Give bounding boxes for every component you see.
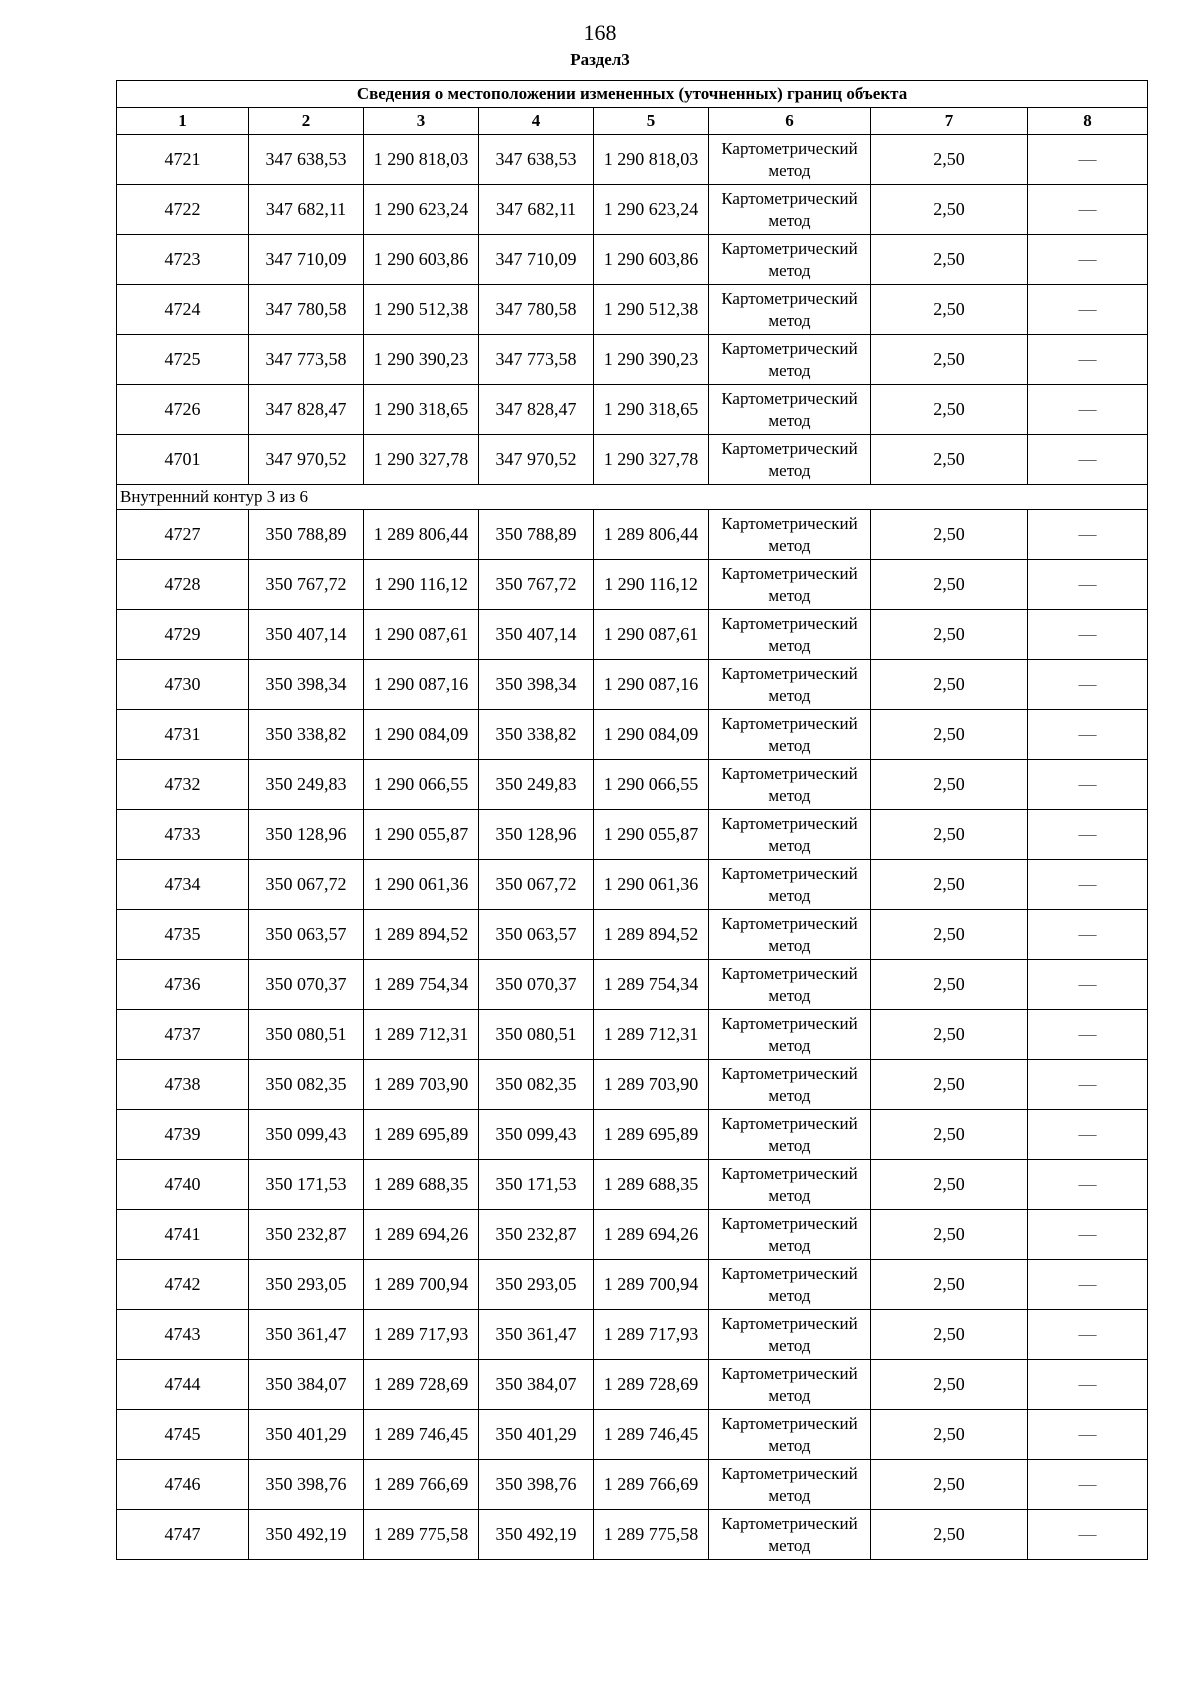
table-cell: 350 492,19 (479, 1510, 594, 1560)
table-cell: 1 290 327,78 (594, 435, 709, 485)
table-cell: 1 289 754,34 (594, 960, 709, 1010)
table-cell: — (1028, 610, 1148, 660)
table-cell: 350 384,07 (249, 1360, 364, 1410)
table-cell: Картометрический метод (709, 560, 871, 610)
table-cell: 4701 (117, 435, 249, 485)
table-cell: — (1028, 510, 1148, 560)
table-row (117, 1010, 1148, 1060)
column-number: 5 (594, 108, 709, 135)
table-cell: 4746 (117, 1460, 249, 1510)
table-title: Сведения о местоположении измененных (уточненных) границ объекта (117, 81, 1148, 108)
table-cell: Картометрический метод (709, 510, 871, 560)
table-cell: 350 080,51 (479, 1010, 594, 1060)
table-cell: 1 289 806,44 (594, 510, 709, 560)
table-cell: 350 171,53 (479, 1160, 594, 1210)
table-cell: 1 289 695,89 (594, 1110, 709, 1160)
table-cell: 350 128,96 (249, 810, 364, 860)
table-row (117, 135, 1148, 185)
table-row (117, 385, 1148, 435)
table-row (117, 235, 1148, 285)
table-cell: 2,50 (871, 1260, 1028, 1310)
table-cell: Картометрический метод (709, 335, 871, 385)
table-cell: 1 290 623,24 (364, 185, 479, 235)
table-cell: 4730 (117, 660, 249, 710)
table-cell: 2,50 (871, 510, 1028, 560)
table-cell: 1 289 717,93 (364, 1310, 479, 1360)
table-cell: 1 290 087,16 (594, 660, 709, 710)
table-cell: — (1028, 1010, 1148, 1060)
table-cell: 2,50 (871, 760, 1028, 810)
table-cell: — (1028, 910, 1148, 960)
table-cell: 2,50 (871, 810, 1028, 860)
table-cell: 2,50 (871, 1060, 1028, 1110)
table-cell: 1 290 116,12 (364, 560, 479, 610)
table-row (117, 1460, 1148, 1510)
table-cell: 2,50 (871, 1110, 1028, 1160)
table-row (117, 510, 1148, 560)
table-cell: — (1028, 1410, 1148, 1460)
table-cell: — (1028, 810, 1148, 860)
table-cell: 4736 (117, 960, 249, 1010)
table-cell: 1 289 700,94 (594, 1260, 709, 1310)
table-cell: 350 070,37 (249, 960, 364, 1010)
table-cell: 2,50 (871, 1360, 1028, 1410)
table-cell: 1 289 688,35 (594, 1160, 709, 1210)
table-cell: 350 338,82 (479, 710, 594, 760)
table-cell: 350 249,83 (249, 760, 364, 810)
table-cell: 350 067,72 (249, 860, 364, 910)
table-cell: 1 289 694,26 (594, 1210, 709, 1260)
table-cell: — (1028, 760, 1148, 810)
table-cell: 4742 (117, 1260, 249, 1310)
table-cell: 350 099,43 (479, 1110, 594, 1160)
table-cell: 1 289 703,90 (364, 1060, 479, 1110)
table-cell: — (1028, 960, 1148, 1010)
table-cell: — (1028, 1060, 1148, 1110)
table-cell: 1 290 390,23 (364, 335, 479, 385)
table-cell: 1 289 688,35 (364, 1160, 479, 1210)
table-row (117, 1160, 1148, 1210)
table-cell: 350 407,14 (479, 610, 594, 660)
table-cell: 1 289 712,31 (594, 1010, 709, 1060)
table-cell: 1 290 512,38 (364, 285, 479, 335)
table-cell: 350 398,76 (479, 1460, 594, 1510)
column-number: 8 (1028, 108, 1148, 135)
table-cell: 347 638,53 (479, 135, 594, 185)
table-cell: 4724 (117, 285, 249, 335)
table-cell: 4739 (117, 1110, 249, 1160)
table-cell: Картометрический метод (709, 610, 871, 660)
table-cell: Картометрический метод (709, 235, 871, 285)
table-cell: 347 773,58 (249, 335, 364, 385)
table-cell: — (1028, 335, 1148, 385)
table-cell: 350 293,05 (249, 1260, 364, 1310)
table-cell: 1 289 694,26 (364, 1210, 479, 1260)
table-cell: 347 970,52 (479, 435, 594, 485)
table-cell: 1 290 512,38 (594, 285, 709, 335)
table-cell: 2,50 (871, 560, 1028, 610)
table-cell: 347 710,09 (479, 235, 594, 285)
table-row (117, 760, 1148, 810)
table-cell: Картометрический метод (709, 185, 871, 235)
table-cell: 1 290 318,65 (594, 385, 709, 435)
table-cell: — (1028, 860, 1148, 910)
table-row (117, 1110, 1148, 1160)
table-cell: 1 290 327,78 (364, 435, 479, 485)
table-row (117, 910, 1148, 960)
table-cell: 347 780,58 (249, 285, 364, 335)
table-row (117, 1510, 1148, 1560)
table-cell: 1 289 806,44 (364, 510, 479, 560)
table-cell: 1 289 728,69 (594, 1360, 709, 1410)
table-cell: 2,50 (871, 860, 1028, 910)
table-cell: 2,50 (871, 235, 1028, 285)
table-row (117, 710, 1148, 760)
table-cell: — (1028, 660, 1148, 710)
column-number: 1 (117, 108, 249, 135)
table-cell: — (1028, 1160, 1148, 1210)
column-number: 7 (871, 108, 1028, 135)
table-cell: 2,50 (871, 335, 1028, 385)
table-cell: 350 361,47 (249, 1310, 364, 1360)
table-cell: 2,50 (871, 385, 1028, 435)
table-cell: 4743 (117, 1310, 249, 1360)
table-cell: 2,50 (871, 610, 1028, 660)
table-cell: Картометрический метод (709, 910, 871, 960)
table-cell: 350 067,72 (479, 860, 594, 910)
table-cell: 1 290 087,61 (364, 610, 479, 660)
table-cell: 350 398,76 (249, 1460, 364, 1510)
table-cell: 2,50 (871, 135, 1028, 185)
contour-section-label: Внутренний контур 3 из 6 (117, 485, 1148, 510)
table-row (117, 1310, 1148, 1360)
table-row (117, 1360, 1148, 1410)
table-row (117, 335, 1148, 385)
table-cell: — (1028, 1110, 1148, 1160)
table-cell: 1 289 766,69 (364, 1460, 479, 1510)
table-cell: 1 289 712,31 (364, 1010, 479, 1060)
table-cell: 2,50 (871, 185, 1028, 235)
table-cell: 4721 (117, 135, 249, 185)
table-cell: 2,50 (871, 1310, 1028, 1360)
table-cell: 1 290 818,03 (594, 135, 709, 185)
column-number-row (117, 108, 1148, 135)
table-cell: Картометрический метод (709, 1110, 871, 1160)
table-cell: 1 290 623,24 (594, 185, 709, 235)
column-number: 3 (364, 108, 479, 135)
table-cell: Картометрический метод (709, 135, 871, 185)
table-cell: 1 290 603,86 (364, 235, 479, 285)
table-cell: 4744 (117, 1360, 249, 1410)
table-cell: Картометрический метод (709, 1160, 871, 1210)
table-cell: Картометрический метод (709, 1010, 871, 1060)
table-row (117, 1210, 1148, 1260)
table-cell: 350 063,57 (479, 910, 594, 960)
table-cell: — (1028, 1510, 1148, 1560)
table-cell: 1 290 087,16 (364, 660, 479, 710)
table-cell: Картометрический метод (709, 1260, 871, 1310)
table-cell: 2,50 (871, 285, 1028, 335)
table-cell: 1 289 746,45 (594, 1410, 709, 1460)
table-row (117, 1060, 1148, 1110)
page-number: 168 (583, 20, 617, 45)
column-number: 4 (479, 108, 594, 135)
table-cell: Картометрический метод (709, 1410, 871, 1460)
table-cell: 350 401,29 (249, 1410, 364, 1460)
table-cell: 4735 (117, 910, 249, 960)
table-cell: 347 773,58 (479, 335, 594, 385)
table-cell: 4747 (117, 1510, 249, 1560)
table-cell: 350 338,82 (249, 710, 364, 760)
table-cell: — (1028, 1360, 1148, 1410)
table-cell: Картометрический метод (709, 710, 871, 760)
table-cell: 350 401,29 (479, 1410, 594, 1460)
table-cell: 4723 (117, 235, 249, 285)
table-cell: 4727 (117, 510, 249, 560)
table-cell: 1 289 700,94 (364, 1260, 479, 1310)
table-cell: — (1028, 1210, 1148, 1260)
table-cell: 1 289 754,34 (364, 960, 479, 1010)
table-cell: 4745 (117, 1410, 249, 1460)
table-cell: 347 682,11 (249, 185, 364, 235)
table-cell: 350 232,87 (249, 1210, 364, 1260)
table-cell: 347 970,52 (249, 435, 364, 485)
table-cell: 2,50 (871, 435, 1028, 485)
contour-section-row (117, 485, 1148, 510)
table-cell: 350 249,83 (479, 760, 594, 810)
table-cell: 350 099,43 (249, 1110, 364, 1160)
table-cell: 350 398,34 (479, 660, 594, 710)
table-cell: 350 398,34 (249, 660, 364, 710)
table-cell: 1 290 084,09 (364, 710, 479, 760)
table-cell: 4740 (117, 1160, 249, 1210)
table-cell: 1 289 695,89 (364, 1110, 479, 1160)
table-cell: — (1028, 1460, 1148, 1510)
table-cell: 1 289 703,90 (594, 1060, 709, 1110)
table-cell: Картометрический метод (709, 960, 871, 1010)
table-row (117, 560, 1148, 610)
table-cell: 4729 (117, 610, 249, 660)
table-cell: — (1028, 710, 1148, 760)
table-cell: 1 289 728,69 (364, 1360, 479, 1410)
table-cell: 1 289 766,69 (594, 1460, 709, 1510)
table-cell: 350 232,87 (479, 1210, 594, 1260)
table-cell: 4741 (117, 1210, 249, 1260)
table-cell: 2,50 (871, 960, 1028, 1010)
table-cell: 1 290 087,61 (594, 610, 709, 660)
table-cell: Картометрический метод (709, 760, 871, 810)
table-cell: 1 289 717,93 (594, 1310, 709, 1360)
table-cell: 1 289 775,58 (364, 1510, 479, 1560)
table-cell: 350 082,35 (479, 1060, 594, 1110)
table-cell: 1 290 066,55 (594, 760, 709, 810)
table-cell: 350 384,07 (479, 1360, 594, 1410)
table-cell: 2,50 (871, 660, 1028, 710)
table-cell: 350 171,53 (249, 1160, 364, 1210)
table-cell: Картометрический метод (709, 1210, 871, 1260)
table-cell: 350 063,57 (249, 910, 364, 960)
table-cell: 2,50 (871, 1160, 1028, 1210)
table-cell: 1 290 066,55 (364, 760, 479, 810)
table-cell: 4731 (117, 710, 249, 760)
table-cell: 350 070,37 (479, 960, 594, 1010)
table-cell: 2,50 (871, 1010, 1028, 1060)
table-cell: 2,50 (871, 710, 1028, 760)
table-cell: Картометрический метод (709, 435, 871, 485)
table-cell: Картометрический метод (709, 1510, 871, 1560)
table-row (117, 1260, 1148, 1310)
table-row (117, 185, 1148, 235)
table-cell: 1 290 603,86 (594, 235, 709, 285)
table-cell: — (1028, 135, 1148, 185)
coordinates-table (116, 80, 1148, 1560)
table-cell: 350 293,05 (479, 1260, 594, 1310)
table-cell: 347 682,11 (479, 185, 594, 235)
table-cell: 2,50 (871, 1510, 1028, 1560)
table-cell: 350 080,51 (249, 1010, 364, 1060)
table-cell: 347 828,47 (479, 385, 594, 435)
table-cell: 350 788,89 (479, 510, 594, 560)
table-cell: — (1028, 1310, 1148, 1360)
table-row (117, 285, 1148, 335)
table-cell: 347 638,53 (249, 135, 364, 185)
table-cell: Картометрический метод (709, 810, 871, 860)
table-row (117, 435, 1148, 485)
table-row (117, 960, 1148, 1010)
table-cell: Картометрический метод (709, 860, 871, 910)
table-cell: 1 289 775,58 (594, 1510, 709, 1560)
table-cell: Картометрический метод (709, 1360, 871, 1410)
table-cell: — (1028, 435, 1148, 485)
table-cell: 350 767,72 (249, 560, 364, 610)
table-cell: Картометрический метод (709, 385, 871, 435)
table-cell: 350 407,14 (249, 610, 364, 660)
table-cell: 2,50 (871, 1210, 1028, 1260)
table-cell: 2,50 (871, 1460, 1028, 1510)
table-cell: Картометрический метод (709, 1310, 871, 1360)
table-cell: 4725 (117, 335, 249, 385)
table-cell: 1 290 318,65 (364, 385, 479, 435)
table-cell: Картометрический метод (709, 285, 871, 335)
table-cell: 1 290 055,87 (594, 810, 709, 860)
table-cell: 347 780,58 (479, 285, 594, 335)
table-cell: 1 290 390,23 (594, 335, 709, 385)
table-cell: 4728 (117, 560, 249, 610)
table-cell: — (1028, 185, 1148, 235)
table-row (117, 810, 1148, 860)
table-cell: 4732 (117, 760, 249, 810)
table-cell: 1 289 894,52 (594, 910, 709, 960)
table-cell: 4738 (117, 1060, 249, 1110)
table-cell: 4726 (117, 385, 249, 435)
table-cell: — (1028, 560, 1148, 610)
section-title: Раздел3 (570, 50, 630, 69)
table-cell: Картометрический метод (709, 1460, 871, 1510)
table-body (117, 135, 1148, 1560)
table-cell: 350 128,96 (479, 810, 594, 860)
table-cell: 350 361,47 (479, 1310, 594, 1360)
table-cell: 4737 (117, 1010, 249, 1060)
column-number: 6 (709, 108, 871, 135)
table-cell: 1 290 116,12 (594, 560, 709, 610)
table-cell: 347 828,47 (249, 385, 364, 435)
table-cell: — (1028, 285, 1148, 335)
table-cell: 1 290 818,03 (364, 135, 479, 185)
table-cell: 1 290 055,87 (364, 810, 479, 860)
table-cell: 1 290 061,36 (364, 860, 479, 910)
table-cell: 350 492,19 (249, 1510, 364, 1560)
table-cell: — (1028, 235, 1148, 285)
table-row (117, 610, 1148, 660)
table-cell: 4733 (117, 810, 249, 860)
table-cell: 2,50 (871, 1410, 1028, 1460)
table-cell: 1 289 746,45 (364, 1410, 479, 1460)
table-cell: 4722 (117, 185, 249, 235)
table-cell: 4734 (117, 860, 249, 910)
table-cell: 350 082,35 (249, 1060, 364, 1110)
table-title-row (117, 81, 1148, 108)
column-number: 2 (249, 108, 364, 135)
table-row (117, 1410, 1148, 1460)
table-cell: 347 710,09 (249, 235, 364, 285)
table-cell: 2,50 (871, 910, 1028, 960)
table-cell: 350 788,89 (249, 510, 364, 560)
table-row (117, 860, 1148, 910)
table-row (117, 660, 1148, 710)
table-cell: 1 290 061,36 (594, 860, 709, 910)
table-cell: — (1028, 1260, 1148, 1310)
table-cell: Картометрический метод (709, 1060, 871, 1110)
table-cell: 1 289 894,52 (364, 910, 479, 960)
table-cell: — (1028, 385, 1148, 435)
table-cell: Картометрический метод (709, 660, 871, 710)
table-cell: 350 767,72 (479, 560, 594, 610)
table-cell: 1 290 084,09 (594, 710, 709, 760)
